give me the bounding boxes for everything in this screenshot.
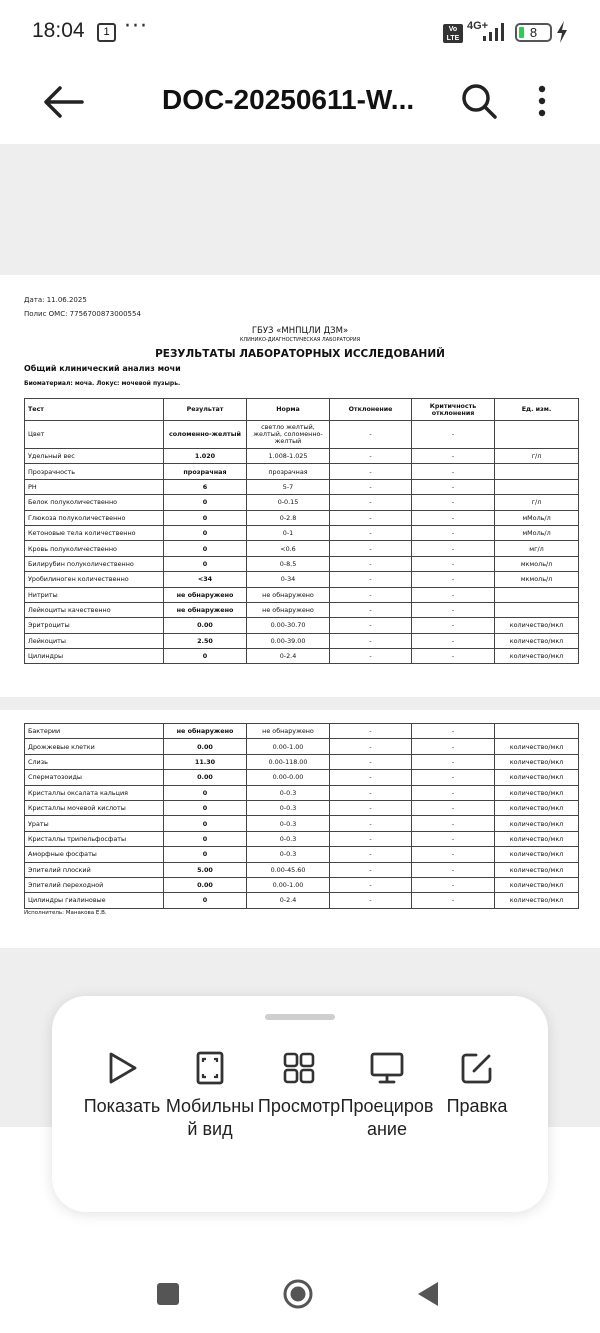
cell-result: 0	[164, 831, 247, 846]
cell-deviation: -	[330, 862, 412, 877]
status-bar	[0, 0, 600, 66]
cell-deviation: -	[330, 893, 412, 908]
cell-test: Билирубин полуколичественно	[25, 556, 164, 571]
cell-criticality: -	[412, 525, 495, 540]
cell-criticality: -	[412, 464, 495, 479]
cell-unit	[495, 421, 579, 449]
table-row	[25, 449, 579, 464]
cell-deviation: -	[330, 572, 412, 587]
cell-result: 0	[164, 816, 247, 831]
cell-norm: 0-0.3	[247, 831, 330, 846]
cell-criticality: -	[412, 754, 495, 769]
cell-norm: не обнаружено	[247, 602, 330, 617]
table-row	[25, 495, 579, 510]
cell-deviation: -	[330, 602, 412, 617]
cell-result: 0.00	[164, 877, 247, 892]
cell-criticality: -	[412, 618, 495, 633]
results-table-page-2	[24, 723, 579, 909]
cell-criticality: -	[412, 421, 495, 449]
column-header-unit: Ед. изм.	[495, 399, 579, 421]
cell-test: PH	[25, 479, 164, 494]
cell-criticality: -	[412, 831, 495, 846]
table-row	[25, 770, 579, 785]
executor-note: Исполнитель: Манакова Е.В.	[24, 910, 107, 916]
table-row	[25, 602, 579, 617]
cell-deviation: -	[330, 847, 412, 862]
cell-unit: мкмоль/л	[495, 572, 579, 587]
table-row	[25, 421, 579, 449]
action-projection-label: Проецирование	[340, 1096, 434, 1139]
cell-test: Цилиндры гиалиновые	[25, 893, 164, 908]
cell-test: Прозрачность	[25, 464, 164, 479]
volte-icon: Vo LTE	[443, 24, 463, 43]
cell-unit	[495, 587, 579, 602]
cell-result: 0	[164, 556, 247, 571]
table-row	[25, 587, 579, 602]
cell-unit	[495, 602, 579, 617]
cell-criticality: -	[412, 633, 495, 648]
cell-deviation: -	[330, 785, 412, 800]
cell-deviation: -	[330, 618, 412, 633]
cell-deviation: -	[330, 877, 412, 892]
cell-result: 5.00	[164, 862, 247, 877]
cell-result: 0	[164, 541, 247, 556]
table-row	[25, 510, 579, 525]
table-row	[25, 464, 579, 479]
cell-criticality: -	[412, 449, 495, 464]
cell-criticality: -	[412, 602, 495, 617]
action-edit-label: Правка	[446, 1096, 508, 1116]
notification-count-icon: 1	[97, 23, 116, 42]
cell-test: Эритроциты	[25, 618, 164, 633]
table-row	[25, 816, 579, 831]
action-view-label: Просмотр	[257, 1096, 341, 1116]
action-sheet	[52, 996, 548, 1212]
cell-norm: 5-7	[247, 479, 330, 494]
recents-icon[interactable]	[152, 1278, 184, 1310]
cell-test: Уробилиноген количественно	[25, 572, 164, 587]
action-mobile-view-button[interactable]	[162, 1051, 258, 1141]
action-mobile-view-label: Мобильный вид	[165, 1096, 255, 1139]
cell-deviation: -	[330, 649, 412, 664]
results-table-page-1	[24, 398, 579, 664]
cell-norm: 0-1	[247, 525, 330, 540]
table-row	[25, 479, 579, 494]
cell-norm: 0-0.3	[247, 800, 330, 815]
cell-norm: 0.00-1.00	[247, 739, 330, 754]
cell-unit: количество/мкл	[495, 800, 579, 815]
table-row	[25, 541, 579, 556]
cell-deviation: -	[330, 587, 412, 602]
cell-result: 0	[164, 893, 247, 908]
cell-unit: количество/мкл	[495, 785, 579, 800]
cell-deviation: -	[330, 510, 412, 525]
biomaterial-info: Биоматериал: моча. Локус: мочевой пузырь.	[24, 380, 181, 387]
table-row	[25, 724, 579, 739]
cell-criticality: -	[412, 649, 495, 664]
search-icon[interactable]	[460, 82, 498, 120]
cell-deviation: -	[330, 464, 412, 479]
table-row	[25, 618, 579, 633]
cell-deviation: -	[330, 816, 412, 831]
action-edit-button[interactable]	[429, 1051, 525, 1118]
cell-deviation: -	[330, 739, 412, 754]
cell-unit	[495, 464, 579, 479]
cell-test: Сперматозоиды	[25, 770, 164, 785]
table-row	[25, 862, 579, 877]
table-row	[25, 800, 579, 815]
cell-unit: мкмоль/л	[495, 556, 579, 571]
cell-result: <34	[164, 572, 247, 587]
more-notifications-indicator: ···	[124, 14, 148, 39]
cell-criticality: -	[412, 847, 495, 862]
cell-norm: 0-8.5	[247, 556, 330, 571]
action-show-label: Показать	[83, 1096, 161, 1116]
cell-criticality: -	[412, 739, 495, 754]
cell-criticality: -	[412, 541, 495, 556]
cell-norm: 0-0.3	[247, 785, 330, 800]
cell-criticality: -	[412, 510, 495, 525]
cell-test: Кристаллы мочевой кислоты	[25, 800, 164, 815]
cell-criticality: -	[412, 770, 495, 785]
cell-norm: 0-2.8	[247, 510, 330, 525]
action-show-button[interactable]	[74, 1051, 170, 1118]
column-header-norm: Норма	[247, 399, 330, 421]
cell-unit: количество/мкл	[495, 893, 579, 908]
table-row	[25, 754, 579, 769]
cell-result: не обнаружено	[164, 724, 247, 739]
table-header-row	[25, 399, 579, 421]
cell-test: Удельный вес	[25, 449, 164, 464]
mobile-view-icon	[193, 1051, 227, 1085]
table-row	[25, 847, 579, 862]
cell-criticality: -	[412, 572, 495, 587]
cell-norm: 0.00-1.00	[247, 877, 330, 892]
charging-icon	[556, 21, 568, 43]
table-row	[25, 633, 579, 648]
cell-norm: 0-34	[247, 572, 330, 587]
cell-unit: количество/мкл	[495, 831, 579, 846]
column-header-test: Тест	[25, 399, 164, 421]
cell-deviation: -	[330, 449, 412, 464]
document-title: DOC-20250611-W...	[162, 84, 415, 115]
cell-deviation: -	[330, 831, 412, 846]
cell-test: Цвет	[25, 421, 164, 449]
cell-test: Кристаллы оксалата кальция	[25, 785, 164, 800]
cell-norm: 0.00-118.00	[247, 754, 330, 769]
cell-unit: г/л	[495, 495, 579, 510]
organization-lab: КЛИНИКО-ДИАГНОСТИЧЕСКАЯ ЛАБОРАТОРИЯ	[239, 337, 361, 343]
cell-unit: количество/мкл	[495, 739, 579, 754]
cell-unit: количество/мкл	[495, 770, 579, 785]
cell-norm: 0-0.3	[247, 816, 330, 831]
cell-criticality: -	[412, 479, 495, 494]
column-header-criticality: Критичность отклонения	[412, 399, 495, 421]
analysis-title: Общий клинический анализ мочи	[24, 364, 181, 373]
sheet-drag-handle[interactable]	[265, 1014, 335, 1020]
cell-deviation: -	[330, 495, 412, 510]
table-row	[25, 525, 579, 540]
cell-norm: <0.6	[247, 541, 330, 556]
cell-test: Ураты	[25, 816, 164, 831]
organization-name: ГБУЗ «МНПЦЛИ ДЗМ»	[251, 326, 349, 336]
cell-test: Аморфные фосфаты	[25, 847, 164, 862]
monitor-icon	[370, 1051, 404, 1085]
column-header-deviation: Отклонение	[330, 399, 412, 421]
back-arrow-icon[interactable]	[42, 82, 86, 122]
document-policy: Полис ОМС: 7756700873000554	[24, 310, 141, 318]
cell-criticality: -	[412, 556, 495, 571]
table-row	[25, 649, 579, 664]
cell-test: Цилиндры	[25, 649, 164, 664]
cell-norm: светло желтый, желтый, соломенно-желтый	[247, 421, 330, 449]
cell-norm: 0.00-39.00	[247, 633, 330, 648]
table-row	[25, 739, 579, 754]
cell-test: Дрожжевые клетки	[25, 739, 164, 754]
cell-deviation: -	[330, 754, 412, 769]
cell-norm: 0-2.4	[247, 649, 330, 664]
cell-norm: не обнаружено	[247, 587, 330, 602]
cell-result: соломенно-желтый	[164, 421, 247, 449]
cell-criticality: -	[412, 800, 495, 815]
cell-result: 0	[164, 495, 247, 510]
cell-result: 0	[164, 510, 247, 525]
cell-result: 2.50	[164, 633, 247, 648]
cell-test: Нитриты	[25, 587, 164, 602]
navigation-bar	[0, 1255, 600, 1333]
cell-test: Эпителий плоский	[25, 862, 164, 877]
cell-result: 0	[164, 847, 247, 862]
cell-norm: 1.008-1.025	[247, 449, 330, 464]
status-time: 18:04	[32, 19, 85, 42]
edit-icon	[460, 1051, 494, 1085]
cell-deviation: -	[330, 556, 412, 571]
cell-criticality: -	[412, 724, 495, 739]
table-row	[25, 785, 579, 800]
cell-result: не обнаружено	[164, 587, 247, 602]
network-type: 4G+	[467, 20, 489, 32]
cell-result: не обнаружено	[164, 602, 247, 617]
more-vertical-icon[interactable]	[530, 82, 554, 120]
cell-result: 0	[164, 800, 247, 815]
cell-unit: мг/л	[495, 541, 579, 556]
cell-unit: г/л	[495, 449, 579, 464]
cell-norm: 0.00-30.70	[247, 618, 330, 633]
battery-icon: 8	[515, 23, 552, 42]
back-icon[interactable]	[412, 1278, 444, 1310]
cell-norm: 0.00-45.60	[247, 862, 330, 877]
play-icon	[105, 1051, 139, 1085]
cell-result: 0	[164, 649, 247, 664]
action-view-button[interactable]	[251, 1051, 347, 1118]
cell-criticality: -	[412, 587, 495, 602]
cell-test: Эпителий переходной	[25, 877, 164, 892]
cell-criticality: -	[412, 816, 495, 831]
cell-result: 0	[164, 785, 247, 800]
cell-unit: количество/мкл	[495, 847, 579, 862]
cell-norm: 0.00-0.00	[247, 770, 330, 785]
cell-norm: 0-2.4	[247, 893, 330, 908]
cell-result: 0.00	[164, 618, 247, 633]
cell-test: Белок полуколичественно	[25, 495, 164, 510]
cell-test: Кровь полуколичественно	[25, 541, 164, 556]
cell-test: Глюкоза полуколичественно	[25, 510, 164, 525]
action-projection-button[interactable]	[339, 1051, 435, 1141]
cell-deviation: -	[330, 800, 412, 815]
cell-norm: прозрачная	[247, 464, 330, 479]
cell-unit: количество/мкл	[495, 862, 579, 877]
cell-unit: мМоль/л	[495, 525, 579, 540]
app-header	[0, 66, 600, 144]
table-row	[25, 877, 579, 892]
cell-unit: количество/мкл	[495, 649, 579, 664]
column-header-result: Результат	[164, 399, 247, 421]
cell-norm: 0-0.15	[247, 495, 330, 510]
home-icon[interactable]	[282, 1278, 314, 1310]
cell-unit: количество/мкл	[495, 633, 579, 648]
cell-result: 11.30	[164, 754, 247, 769]
cell-deviation: -	[330, 770, 412, 785]
cell-test: Бактерии	[25, 724, 164, 739]
cell-deviation: -	[330, 421, 412, 449]
cell-deviation: -	[330, 541, 412, 556]
cell-norm: 0-0.3	[247, 847, 330, 862]
cell-unit: количество/мкл	[495, 754, 579, 769]
cell-test: Лейкоциты качественно	[25, 602, 164, 617]
cell-unit: количество/мкл	[495, 877, 579, 892]
cell-unit	[495, 724, 579, 739]
cell-deviation: -	[330, 724, 412, 739]
cell-unit	[495, 479, 579, 494]
cell-test: Кристаллы трипельфосфаты	[25, 831, 164, 846]
table-row	[25, 893, 579, 908]
cell-result: 1.020	[164, 449, 247, 464]
cell-criticality: -	[412, 877, 495, 892]
cell-deviation: -	[330, 525, 412, 540]
cell-unit: количество/мкл	[495, 618, 579, 633]
document-date: Дата: 11.06.2025	[24, 296, 87, 304]
grid-view-icon	[282, 1051, 316, 1085]
cell-result: 0.00	[164, 739, 247, 754]
cell-norm: не обнаружено	[247, 724, 330, 739]
cell-result: 6	[164, 479, 247, 494]
report-title: РЕЗУЛЬТАТЫ ЛАБОРАТОРНЫХ ИССЛЕДОВАНИЙ	[155, 348, 445, 360]
cell-test: Слизь	[25, 754, 164, 769]
cell-unit: количество/мкл	[495, 816, 579, 831]
cell-criticality: -	[412, 785, 495, 800]
cell-unit: мМоль/л	[495, 510, 579, 525]
signal-icon	[482, 22, 508, 42]
cell-result: 0	[164, 525, 247, 540]
cell-test: Лейкоциты	[25, 633, 164, 648]
cell-criticality: -	[412, 862, 495, 877]
cell-test: Кетоновые тела количественно	[25, 525, 164, 540]
cell-criticality: -	[412, 893, 495, 908]
cell-result: прозрачная	[164, 464, 247, 479]
table-row	[25, 556, 579, 571]
cell-deviation: -	[330, 633, 412, 648]
table-row	[25, 572, 579, 587]
cell-criticality: -	[412, 495, 495, 510]
cell-result: 0.00	[164, 770, 247, 785]
cell-deviation: -	[330, 479, 412, 494]
table-row	[25, 831, 579, 846]
